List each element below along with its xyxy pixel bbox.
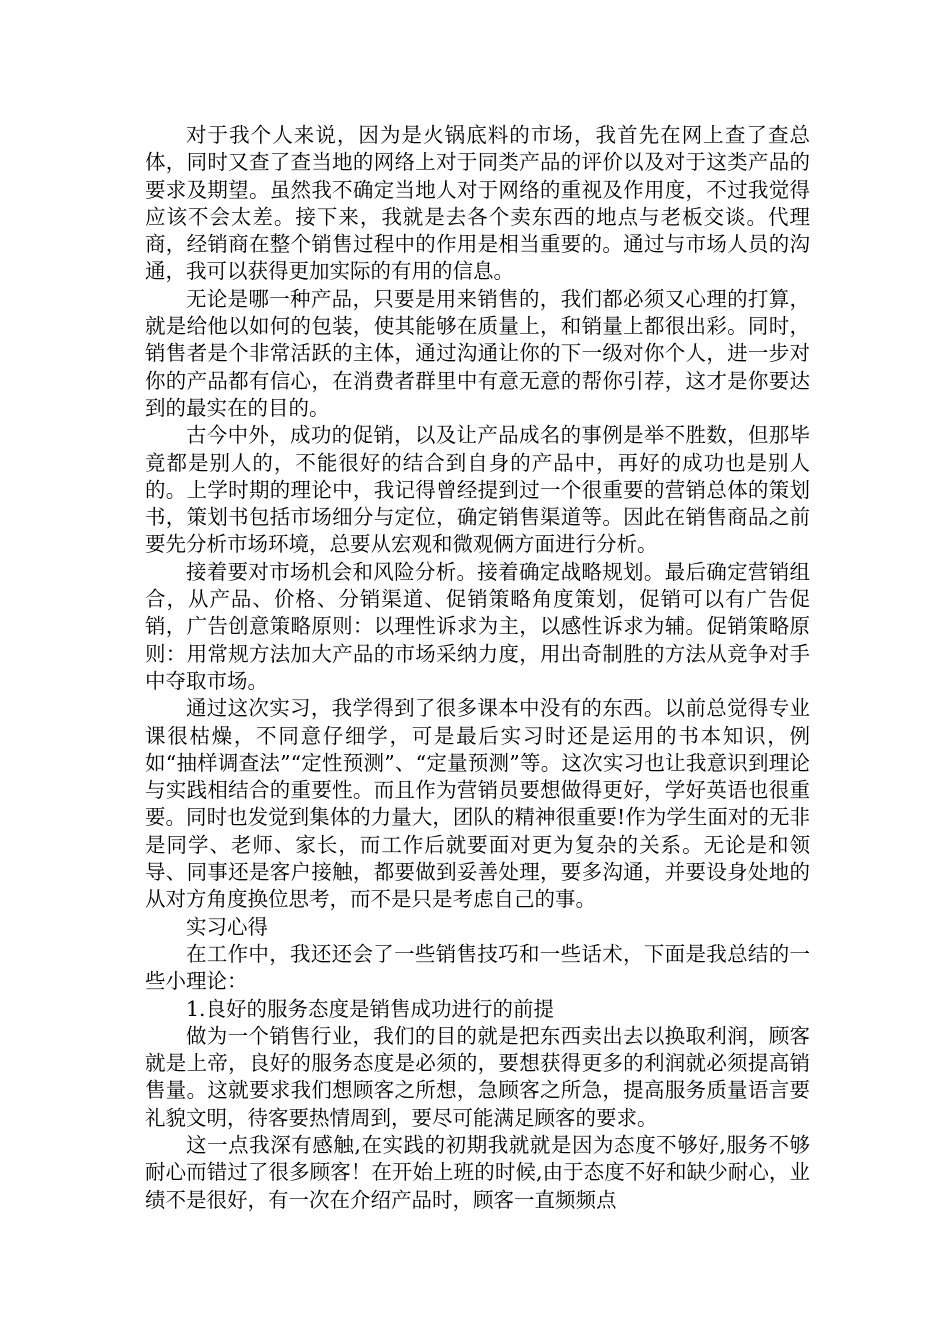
- paragraph-internship-lessons: 通过这次实习，我学得到了很多课本中没有的东西。以前总觉得专业课很枯燥，不同意仔细学，可是最后实习时还是运用的书本知识，例如“抽样调查法”“定性预测”、“定量预测”等。这次实习也让我意识到理论与实践相结合的重要性。而且作为营销员要想做得更好，学好英语也很重要。同时也发觉到集体的力量大，团队的精神很重要!作为学生面对的无非是同学、老师、家长，而工作后就要面对更为复杂的关系。无论是和领导、同事还是客户接触，都要做到妥善处理，要多沟通，并要设身处地的从对方角度换位思考，而不是只是考虑自己的事。: [145, 696, 810, 912]
- paragraph-personal-experience: 这一点我深有感触,在实践的初期我就就是因为态度不够好,服务不够耐心而错过了很多顾客！在开始上班的时候,由于态度不好和缺少耐心，业绩不是很好，有一次在介绍产品时，顾客一直频频点: [145, 1132, 810, 1212]
- paragraph-marketing-strategy: 接着要对市场机会和风险分析。接着确定战略规划。最后确定营销组合，从产品、价格、分销渠道、促销策略角度策划，促销可以有广告促销，广告创意策略原则：以理性诉求为主，以感性诉求为辅。促销策略原则：用常规方法加大产品的市场采纳力度，用出奇制胜的方法从竞争对手中夺取市场。: [145, 559, 810, 693]
- paragraph-market-research: 对于我个人来说，因为是火锅底料的市场，我首先在网上查了查总体，同时又查了查当地的网络上对于同类产品的评价以及对于这类产品的要求及期望。虽然我不确定当地人对于网络的重视及作用度，不过我觉得应该不会太差。接下来，我就是去各个卖东西的地点与老板交谈。代理商，经销商在整个销售过程中的作用是相当重要的。通过与市场人员的沟通，我可以获得更加实际的有用的信息。: [145, 123, 810, 284]
- paragraph-product-packaging: 无论是哪一种产品，只要是用来销售的，我们都必须又心理的打算，就是给他以如何的包装，使其能够在质量上，和销量上都很出彩。同时，销售者是个非常活跃的主体，通过沟通让你的下一级对你个人，进一步对你的产品都有信心，在消费者群里中有意无意的帮你引荐，这才是你要达到的最实在的目的。: [145, 286, 810, 420]
- paragraph-service-attitude: 做为一个销售行业，我们的目的就是把东西卖出去以换取利润，顾客就是上帝，良好的服务态度是必须的，要想获得更多的利润就必须提高销售量。这就要求我们想顾客之所想，急顾客之所急，提高服务质量语言要礼貌文明，待客要热情周到，要尽可能满足顾客的要求。: [145, 1023, 810, 1130]
- paragraph-sales-skills-intro: 在工作中，我还还会了一些销售技巧和一些话术，下面是我总结的一些小理论：: [145, 941, 810, 994]
- list-heading-service-attitude: 1.良好的服务态度是销售成功进行的前提: [186, 996, 555, 1021]
- paragraph-promotion-planning: 古今中外，成功的促销，以及让产品成名的事例是举不胜数，但那毕竟都是别人的，不能很好的结合到自身的产品中，再好的成功也是别人的。上学时期的理论中，我记得曾经提到过一个很重要的营销总体的策划书，策划书包括市场细分与定位，确定销售渠道等。因此在销售商品之前要先分析市场环境，总要从宏观和微观俩方面进行分析。: [145, 423, 810, 557]
- section-heading-internship-reflection: 实习心得: [186, 914, 268, 939]
- document-body: [145, 122, 810, 1214]
